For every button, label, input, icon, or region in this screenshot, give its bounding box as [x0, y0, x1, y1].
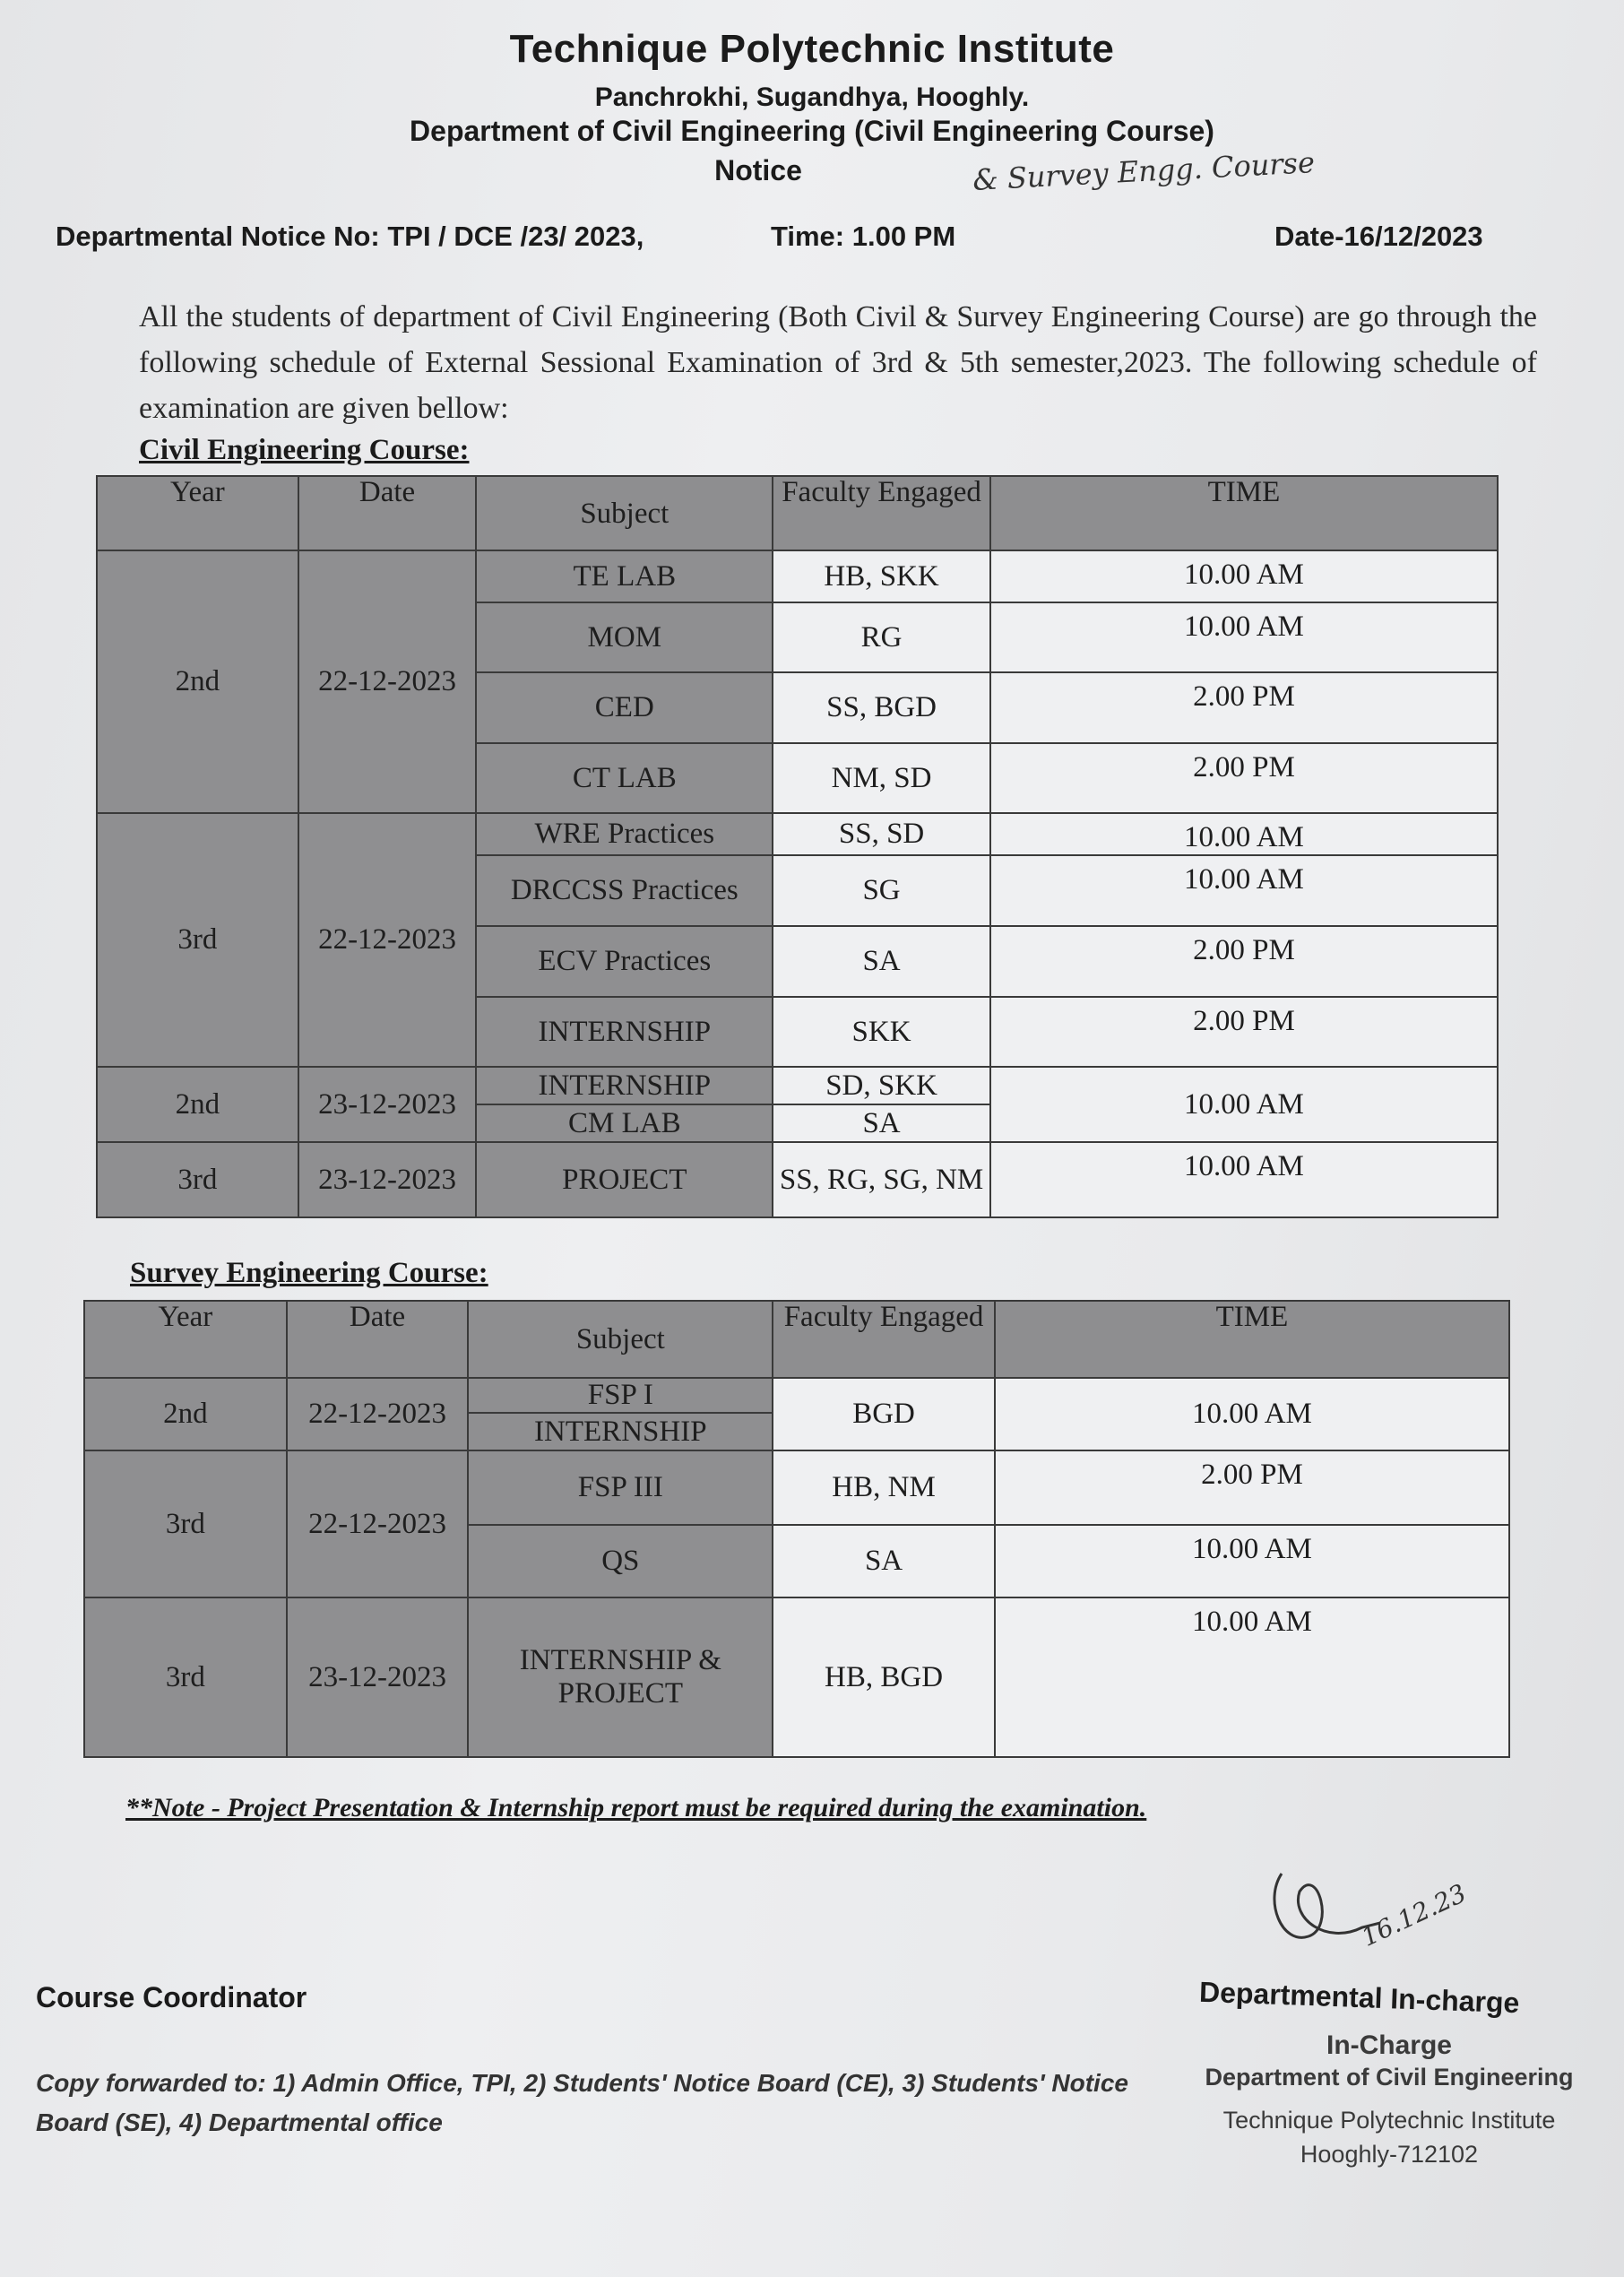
subject-header: Subject — [476, 476, 773, 550]
date-cell: 23-12-2023 — [287, 1597, 469, 1757]
date-cell: 22-12-2023 — [287, 1450, 469, 1597]
subject-cell: INTERNSHIP & PROJECT — [468, 1597, 773, 1757]
subject-cell: FSP I — [468, 1378, 773, 1413]
year-cell: 2nd — [84, 1378, 287, 1450]
time-cell: 2.00 PM — [995, 1450, 1509, 1525]
time-cell: 2.00 PM — [990, 743, 1498, 813]
notice-heading: Notice — [714, 154, 802, 186]
table-row — [84, 1450, 1509, 1525]
subject-cell: INTERNSHIP — [468, 1413, 773, 1450]
faculty-header: Faculty Engaged — [773, 1301, 995, 1378]
institute-address: Panchrokhi, Sugandhya, Hooghly. — [594, 82, 1030, 112]
time-cell: 10.00 AM — [990, 1067, 1498, 1142]
time-cell: 10.00 AM — [995, 1525, 1509, 1597]
subject-cell: MOM — [476, 602, 773, 672]
table-row — [84, 1597, 1509, 1757]
survey-section-heading: Survey Engineering Course: — [130, 1257, 488, 1289]
subject-header: Subject — [468, 1301, 773, 1378]
stamp-institute: Technique Polytechnic Institute — [1222, 2107, 1556, 2134]
table-header-row — [97, 476, 1498, 550]
civil-section-heading: Civil Engineering Course: — [139, 434, 470, 466]
year-cell: 3rd — [84, 1450, 287, 1597]
time-cell: 10.00 AM — [990, 602, 1498, 672]
subject-cell: DRCCSS Practices — [476, 855, 773, 926]
faculty-cell: SKK — [773, 997, 990, 1067]
faculty-cell: SS, RG, SG, NM — [773, 1142, 990, 1217]
copy-forwarded: Copy forwarded to: 1) Admin Office, TPI, 2) Students' Notice Board (CE), 3) Students' Notice Board (SE), 4) Departmental office — [36, 2069, 1128, 2136]
time-cell: 10.00 AM — [990, 1142, 1498, 1217]
notice-time: Time: 1.00 PM — [771, 221, 956, 252]
civil-schedule-table — [96, 475, 1499, 1218]
date-cell: 23-12-2023 — [298, 1067, 477, 1142]
table-row — [97, 1067, 1498, 1104]
survey-schedule-table — [83, 1300, 1510, 1758]
subject-cell: INTERNSHIP — [476, 997, 773, 1067]
faculty-header: Faculty Engaged — [773, 476, 990, 550]
year-cell: 2nd — [97, 550, 298, 813]
year-cell: 2nd — [97, 1067, 298, 1142]
table-row — [97, 1142, 1498, 1217]
subject-cell: INTERNSHIP — [476, 1067, 773, 1104]
faculty-cell: BGD — [773, 1378, 995, 1450]
table-header-row — [84, 1301, 1509, 1378]
time-cell: 10.00 AM — [990, 550, 1498, 602]
notice-number: Departmental Notice No: TPI / DCE /23/ 2023, — [56, 221, 644, 252]
time-header: TIME — [990, 476, 1498, 550]
faculty-cell: NM, SD — [773, 743, 990, 813]
exam-note: **Note - Project Presentation & Internship report must be required during the examination. — [125, 1793, 1147, 1822]
time-header: TIME — [995, 1301, 1509, 1378]
time-cell: 10.00 AM — [990, 813, 1498, 855]
date-cell: 23-12-2023 — [298, 1142, 477, 1217]
date-cell: 22-12-2023 — [298, 813, 477, 1067]
faculty-cell: SA — [773, 1525, 995, 1597]
faculty-cell: SS, SD — [773, 813, 990, 855]
faculty-cell: HB, BGD — [773, 1597, 995, 1757]
faculty-cell: SG — [773, 855, 990, 926]
department-name: Department of Civil Engineering (Civil Engineering Course) — [410, 115, 1214, 147]
signature-date: 16.12.23 — [1356, 1878, 1471, 1952]
faculty-cell: SA — [773, 1104, 990, 1142]
stamp-address: Hooghly-712102 — [1300, 2141, 1479, 2168]
faculty-cell: HB, NM — [773, 1450, 995, 1525]
subject-cell: FSP III — [468, 1450, 773, 1525]
time-cell: 10.00 AM — [995, 1378, 1509, 1450]
time-cell: 2.00 PM — [990, 997, 1498, 1067]
subject-cell: CT LAB — [476, 743, 773, 813]
date-cell: 22-12-2023 — [287, 1378, 469, 1450]
table-row — [84, 1378, 1509, 1413]
stamp-incharge: In-Charge — [1326, 2030, 1452, 2060]
year-header: Year — [84, 1301, 287, 1378]
institute-name: Technique Polytechnic Institute — [509, 27, 1115, 71]
handwritten-addition: & Survey Engg. Course — [972, 145, 1316, 197]
subject-cell: TE LAB — [476, 550, 773, 602]
stamp-department: Department of Civil Engineering — [1205, 2064, 1574, 2091]
date-header: Date — [298, 476, 477, 550]
intro-paragraph: All the students of department of Civil Engineering (Both Civil & Survey Engineering Course) are go through the following schedule of External Sessional Examination of 3rd & 5th semester,2023. The following schedule of examination are given bellow: — [139, 300, 1537, 425]
table-row — [97, 550, 1498, 602]
faculty-cell: RG — [773, 602, 990, 672]
faculty-cell: HB, SKK — [773, 550, 990, 602]
faculty-cell: SD, SKK — [773, 1067, 990, 1104]
table-row — [97, 813, 1498, 855]
time-cell: 10.00 AM — [995, 1597, 1509, 1757]
course-coordinator-label: Course Coordinator — [36, 1981, 307, 2013]
subject-cell: PROJECT — [476, 1142, 773, 1217]
year-cell: 3rd — [97, 813, 298, 1067]
subject-cell: CED — [476, 672, 773, 743]
year-cell: 3rd — [84, 1597, 287, 1757]
notice-date: Date-16/12/2023 — [1274, 221, 1483, 252]
subject-cell: CM LAB — [476, 1104, 773, 1142]
faculty-cell: SA — [773, 926, 990, 997]
year-cell: 3rd — [97, 1142, 298, 1217]
subject-cell: WRE Practices — [476, 813, 773, 855]
faculty-cell: SS, BGD — [773, 672, 990, 743]
date-cell: 22-12-2023 — [298, 550, 477, 813]
subject-cell: ECV Practices — [476, 926, 773, 997]
subject-cell: QS — [468, 1525, 773, 1597]
date-header: Date — [287, 1301, 469, 1378]
time-cell: 2.00 PM — [990, 926, 1498, 997]
time-cell: 2.00 PM — [990, 672, 1498, 743]
year-header: Year — [97, 476, 298, 550]
time-cell: 10.00 AM — [990, 855, 1498, 926]
departmental-incharge-label: Departmental In-charge — [1198, 1975, 1520, 2020]
